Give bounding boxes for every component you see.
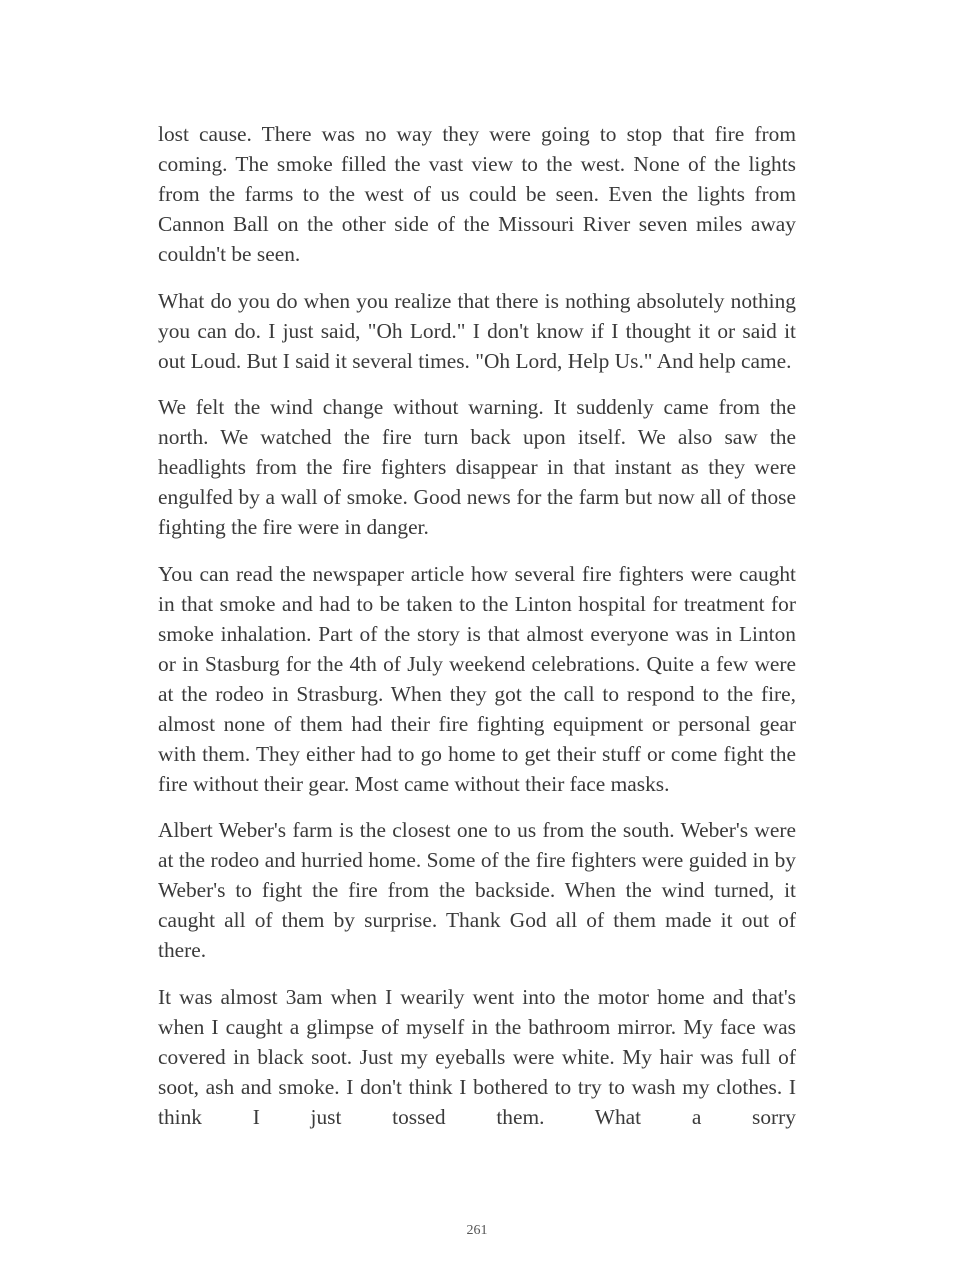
paragraph-3: We felt the wind change without warning. It suddenly came from the north. We watched the fire turn back upon itself. We also saw the headlights from the fire fighters disappear in that instant as they were engulfed by a wall of smoke. Good news for the farm but now all of those fighting the fire were in danger. — [158, 395, 796, 539]
body-text — [158, 119, 796, 1148]
paragraph-6: It was almost 3am when I wearily went into the motor home and that's when I caught a glimpse of myself in the bathroom mirror. My face was covered in black soot. Just my eyeballs were white. My hair was full of soot, ash and smoke. I don't think I bothered to try to wash my clothes. I think I just tossed them. What a sorry — [158, 984, 796, 1129]
paragraph-4: You can read the newspaper article how several fire fighters were caught in that smoke and had to be taken to the Linton hospital for treatment for smoke inhalation. Part of the story is that almost everyone was in Linton or in Stasburg for the 4th of July weekend celebrations. Quite a few were at the rodeo in Strasburg. When they got the call to respond to the fire, almost none of them had their fire fighting equipment or personal gear with them. They either had to go home to get their stuff or come fight the fire without their gear. Most came without their face masks. — [158, 561, 796, 796]
paragraph-2: What do you do when you realize that there is nothing absolutely nothing you can do. I just said, "Oh Lord." I don't know if I thought it or said it out Loud. But I said it several times. "Oh Lord, Help Us." And help came. — [158, 288, 796, 373]
paragraph-5: Albert Weber's farm is the closest one to us from the south. Weber's were at the rodeo and hurried home. Some of the fire fighters were guided in by Weber's to fight the fire from the backside. When the wind turned, it caught all of them by surprise. Thank God all of them made it out of there. — [158, 818, 796, 962]
page-number: 261 — [466, 1223, 488, 1238]
paragraph-1: lost cause. There was no way they were going to stop that fire from coming. The smoke filled the vast view to the west. None of the lights from the farms to the west of us could be seen. Even the lights from Cannon Ball on the other side of the Missouri River seven miles away couldn't be seen. — [158, 122, 796, 266]
